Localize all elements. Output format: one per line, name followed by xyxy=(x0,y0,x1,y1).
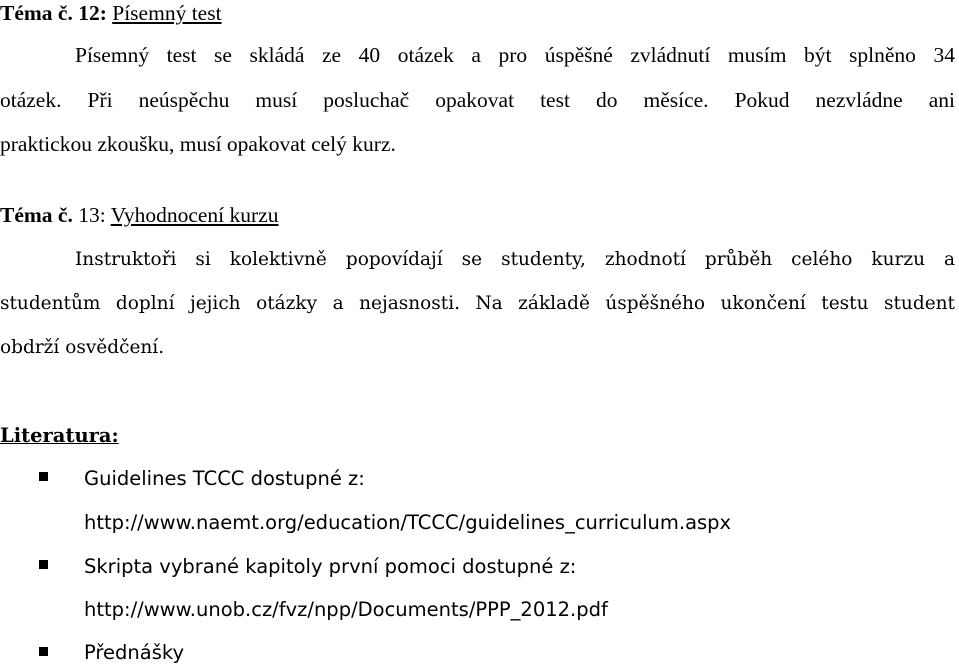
literature-item-3-text: Přednášky xyxy=(84,641,184,664)
topic-13-line-1: Instruktoři si kolektivně popovídají se studenty, zhodnotí průběh celého kurzu a xyxy=(75,249,955,270)
topic-12-label: Téma č. 12: xyxy=(0,1,107,25)
bullet-icon xyxy=(39,472,48,481)
topic-12-line-1: Písemný test se skládá ze 40 otázek a pro úspěšné zvládnutí musím být splněno 34 xyxy=(75,43,955,67)
topic-13-line-3: obdrží osvědčení. xyxy=(0,337,165,358)
literature-heading-text: Literatura: xyxy=(0,424,119,447)
topic-13-heading xyxy=(0,202,955,228)
literature-item-2-text: Skripta vybrané kapitoly první pomoci dostupné z: xyxy=(84,555,577,578)
bullet-icon xyxy=(39,560,48,569)
topic-12-title: Písemný test xyxy=(112,1,222,25)
literature-item-1-text: Guidelines TCCC dostupné z: xyxy=(84,467,365,490)
topic-12-line-3: praktickou zkoušku, musí opakovat celý kurz. xyxy=(0,132,396,156)
bullet-icon xyxy=(39,647,48,656)
topic-12-heading xyxy=(0,0,955,26)
topic-13-number: 13: xyxy=(78,203,106,227)
topic-13-title: Vyhodnocení kurzu xyxy=(110,203,279,227)
topic-13-line-2: studentům doplní jejich otázky a nejasnosti. Na základě úspěšného ukončení testu student xyxy=(0,293,955,314)
topic-13-label: Téma č. xyxy=(0,203,73,227)
literature-item-2-url[interactable]: http://www.unob.cz/fvz/npp/Documents/PPP_2012.pdf xyxy=(84,598,608,621)
topic-12-line-2: otázek. Při neúspěchu musí posluchač opakovat test do měsíce. Pokud nezvládne ani xyxy=(0,88,955,112)
literature-heading xyxy=(0,423,955,449)
literature-item-1-url[interactable]: http://www.naemt.org/education/TCCC/guidelines_curriculum.aspx xyxy=(84,511,732,534)
